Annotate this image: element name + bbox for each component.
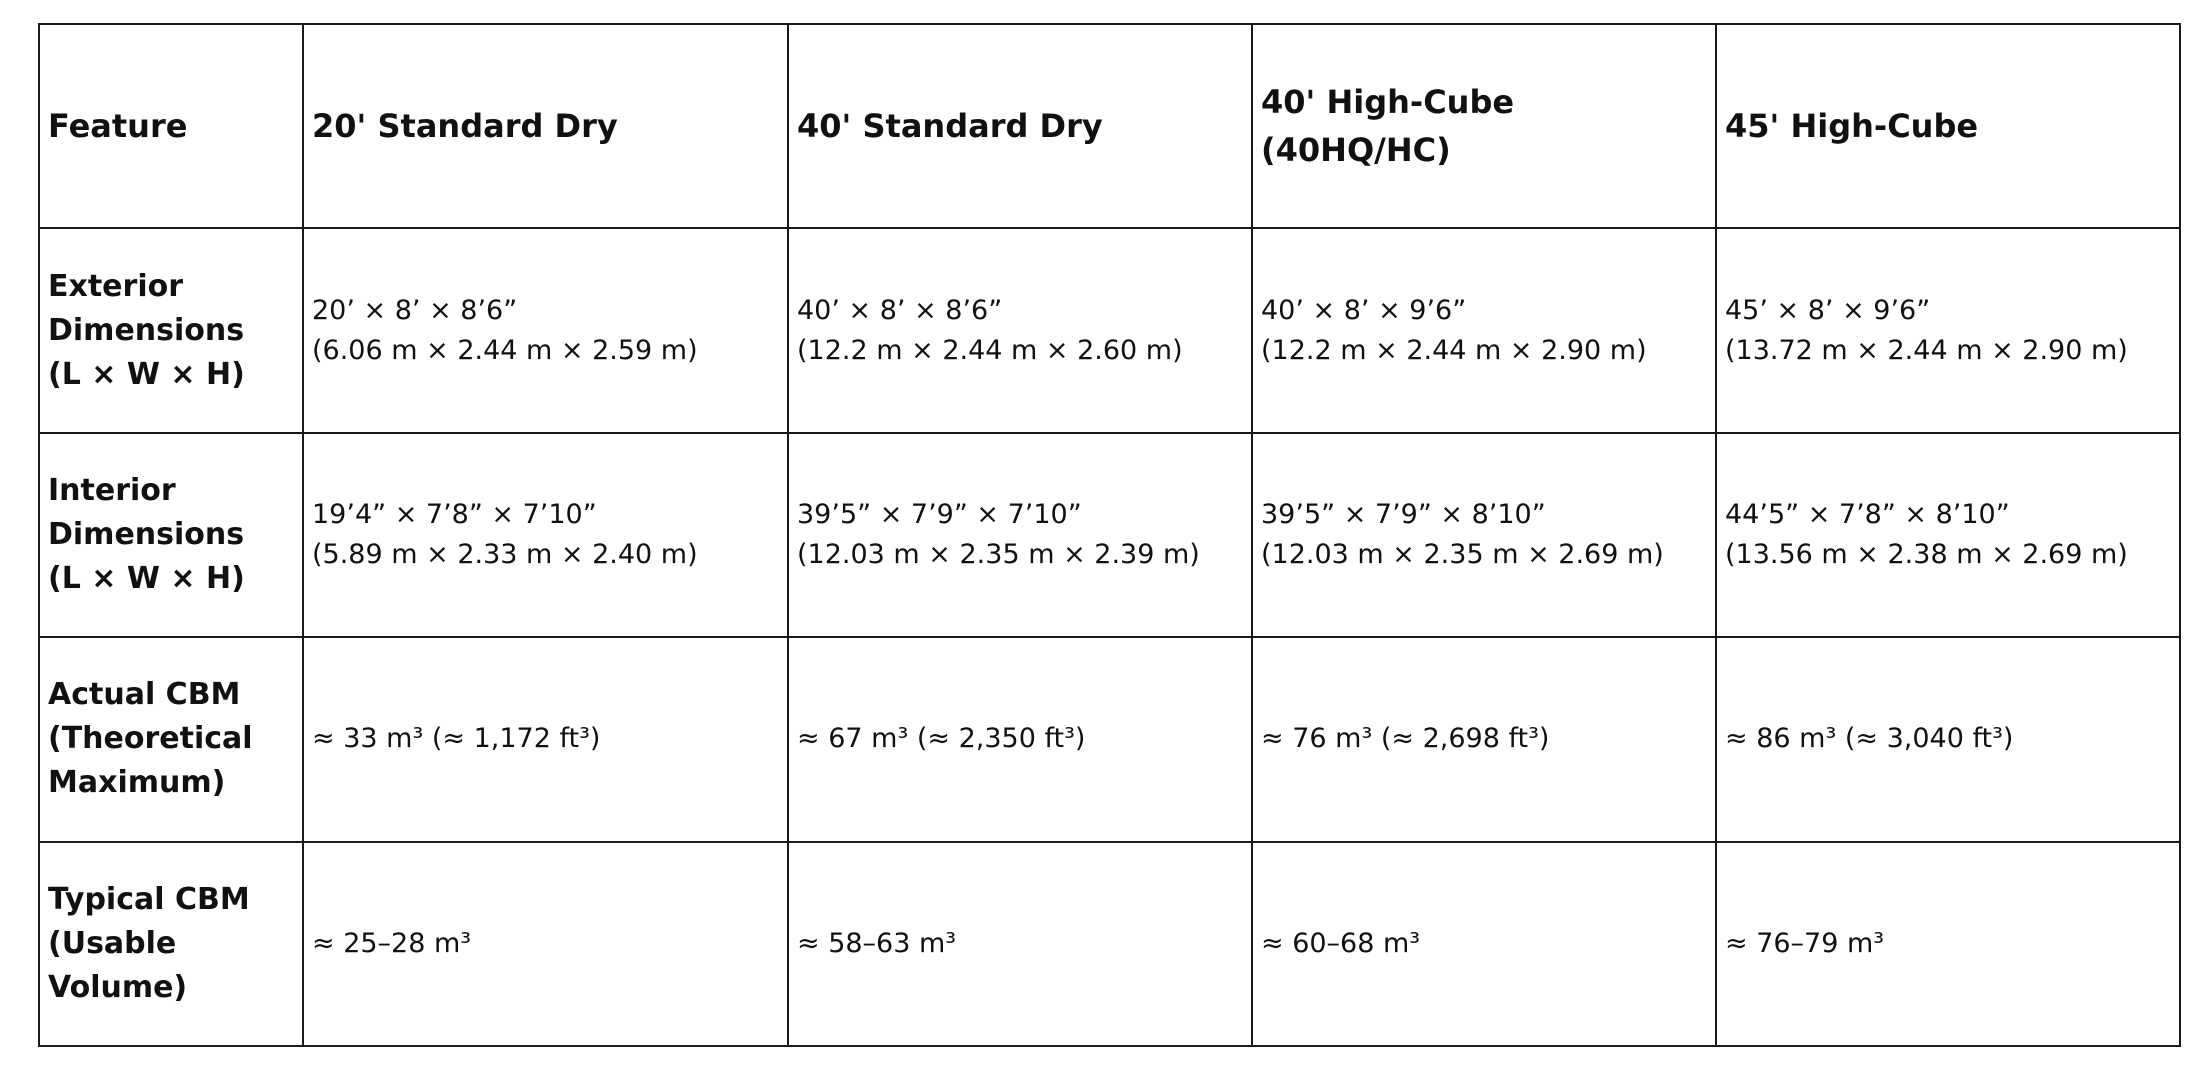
header-40ft-high-cube [1252,24,1716,228]
row-label-line: Actual CBM [48,677,241,713]
table-cell [303,842,788,1046]
cell-metric: (12.03 m × 2.35 m × 2.69 m) [1261,538,1664,570]
row-label-line: (Usable [48,925,177,961]
table-cell [1252,842,1716,1046]
row-label-line: Volume) [48,969,188,1005]
cell-value: ≈ 76–79 m³ [1725,927,1885,959]
header-40ft-high-cube-line2: (40HQ/HC) [1261,131,1451,170]
row-label-actual-cbm [39,637,303,841]
header-45ft-high-cube: 45' High-Cube [1716,24,2180,228]
cell-value: ≈ 33 m³ (≈ 1,172 ft³) [312,723,601,755]
table-cell [1716,637,2180,841]
container-spec-table [38,23,2181,1047]
cell-value: ≈ 60–68 m³ [1261,927,1421,959]
row-label-exterior-dimensions [39,228,303,432]
table-cell [1716,433,2180,637]
table-cell [1716,228,2180,432]
cell-imperial: 39’5” × 7’9” × 8’10” [1261,498,1546,530]
cell-imperial: 45’ × 8’ × 9’6” [1725,294,1931,326]
row-label-line: Maximum) [48,765,226,801]
cell-metric: (5.89 m × 2.33 m × 2.40 m) [312,538,698,570]
row-label-line: (L × W × H) [48,356,245,392]
row-label-line: Dimensions [48,312,245,348]
row-label-line: (L × W × H) [48,560,245,596]
cell-metric: (12.2 m × 2.44 m × 2.90 m) [1261,334,1647,366]
table-cell [788,842,1252,1046]
cell-metric: (12.03 m × 2.35 m × 2.39 m) [797,538,1200,570]
row-label-line: Typical CBM [48,881,250,917]
table-cell [303,433,788,637]
table-cell [1252,637,1716,841]
cell-value: ≈ 86 m³ (≈ 3,040 ft³) [1725,723,2014,755]
cell-value: ≈ 58–63 m³ [797,927,957,959]
cell-value: ≈ 67 m³ (≈ 2,350 ft³) [797,723,1086,755]
row-label-typical-cbm [39,842,303,1046]
header-20ft-standard-dry: 20' Standard Dry [303,24,788,228]
table-row [39,637,2180,841]
cell-metric: (6.06 m × 2.44 m × 2.59 m) [312,334,698,366]
cell-imperial: 44’5” × 7’8” × 8’10” [1725,498,2010,530]
cell-imperial: 39’5” × 7’9” × 7’10” [797,498,1082,530]
header-40ft-high-cube-line1: 40' High-Cube [1261,83,1515,122]
row-label-interior-dimensions [39,433,303,637]
table-cell [788,228,1252,432]
cell-imperial: 40’ × 8’ × 9’6” [1261,294,1467,326]
cell-value: ≈ 25–28 m³ [312,927,472,959]
table-row [39,433,2180,637]
row-label-line: Interior [48,472,176,508]
table-cell [788,433,1252,637]
cell-imperial: 40’ × 8’ × 8’6” [797,294,1003,326]
cell-metric: (13.56 m × 2.38 m × 2.69 m) [1725,538,2128,570]
table-cell [303,228,788,432]
table-row [39,228,2180,432]
table-cell [788,637,1252,841]
row-label-line: (Theoretical [48,721,253,757]
cell-value: ≈ 76 m³ (≈ 2,698 ft³) [1261,723,1550,755]
table-cell [1252,433,1716,637]
cell-imperial: 19’4” × 7’8” × 7’10” [312,498,597,530]
header-feature: Feature [39,24,303,228]
row-label-line: Exterior [48,268,184,304]
cell-metric: (12.2 m × 2.44 m × 2.60 m) [797,334,1183,366]
table-cell [303,637,788,841]
header-40ft-standard-dry: 40' Standard Dry [788,24,1252,228]
table-row [39,842,2180,1046]
table-cell [1716,842,2180,1046]
cell-imperial: 20’ × 8’ × 8’6” [312,294,518,326]
cell-metric: (13.72 m × 2.44 m × 2.90 m) [1725,334,2128,366]
header-row [39,24,2180,228]
table-cell [1252,228,1716,432]
row-label-line: Dimensions [48,516,245,552]
